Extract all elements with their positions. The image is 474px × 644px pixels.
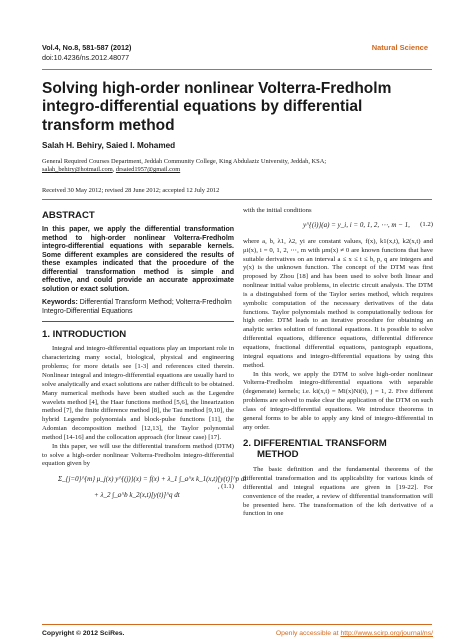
equation-1-1-number: , (1.1) — [217, 483, 234, 491]
keywords-rule — [42, 321, 234, 322]
authors: Salah H. Behiry, Saied I. Mohamed — [42, 141, 176, 150]
equation-1-1-line-1: Σ_{j=0}^{m} μ_j(x) y^{(j)}(x) = f(x) + λ_1 ∫_a^x k_1(x,t)[y(t)]^p dt — [58, 475, 247, 484]
equation-1-2 — [243, 221, 433, 233]
keywords-label: Keywords: — [42, 299, 78, 307]
section-2-paragraph: The basic definition and the fundamental theorems of the differential transformation and its applicability for various kinds of differential and integral equations are given in [19-22]. For convenience of the reader, a review of differential transformation will be presented here. The transformation of the kth derivative of a function in one — [243, 466, 433, 518]
right-paragraph-1: where a, b, λ1, λ2, yi are constant values, f(x), k1(x,t), k2(x,t) and μi(x), i = 0, 1, 2, ⋯, m with μm(x) ≠ 0 are known functions that have suitable derivatives on an interval a ≤ x ≤ t ≤ b, p, q are integers and y(x) is the unknown function. The concept of the DTM was first proposed by Zhou [18] and has been used to solve both linear and nonlinear initial value problems, in electric circuit analysis. The DTM is a distinguished form of the Taylor series method, which requires symbolic computation of the necessary derivatives of the data functions. Taylor polynomials method is computationally tedious for high order. DTM leads to an iterative procedure for obtaining an analytic series solution of functional equations. It is possible to solve differential equations, difference equations, differential difference equations, fractional differential equations, pantograph equations, integral equations and integro-differential equations by using this method. — [243, 237, 433, 369]
email-link-1[interactable]: salah_behiry@hotmail.com — [42, 166, 113, 174]
initial-conditions-text: with the initial conditions — [243, 207, 312, 214]
keywords — [42, 299, 234, 316]
section-2-heading-line-1: 2. DIFFERENTIAL TRANSFORM — [243, 438, 387, 450]
email-link-2[interactable]: drsaied1957@gmail.com — [115, 166, 181, 174]
footer-access-label: Openly accessible at — [275, 630, 341, 637]
journal-name: Natural Science — [371, 43, 428, 52]
footer-access — [276, 630, 433, 637]
received-dates: Received 30 May 2012; revised 28 June 2012; accepted 12 July 2012 — [42, 187, 220, 194]
abstract-heading: ABSTRACT — [42, 210, 95, 221]
equation-1-2-math: y^{(i)}(a) = y_i, i = 0, 1, 2, ⋯, m − 1, — [303, 220, 410, 229]
affiliation — [42, 158, 437, 175]
footer-rule — [42, 624, 432, 625]
header-rule — [42, 69, 432, 70]
affiliation-rule — [42, 199, 432, 200]
introduction-heading: 1. INTRODUCTION — [42, 329, 127, 341]
equation-1-2-number: (1.2) — [420, 220, 433, 228]
right-paragraph-2: In this work, we apply the DTM to solve high-order nonlinear Volterra-Fredholm integro-differential equations with separable (degenerate) kernels; i.e. ki(x,t) = Mi(x)Ni(t), j = 1, 2. Five different problems are solved to make clear the application of the DTM on such class of integro-differential equations. We introduce theorems in general forms to be able to apply any kind of integro-differential in any order. — [243, 370, 433, 431]
email-separator: , — [112, 166, 115, 174]
header-meta — [42, 43, 131, 62]
abstract-body: In this paper, we apply the differential transformation method to high-order nonlinear Volterra-Fredholm integro-differential equations with separable kernels. Some different examples are considered the results of these examples indicated that the procedure of the differential transformation method is simple and effective, and could provide an accurate approximate solution or exact solution. — [42, 226, 234, 293]
affiliation-line: General Required Courses Department, Jeddah Community College, King Abdulaziz University, Jeddah, KSA; — [42, 158, 327, 165]
journal-url-link[interactable]: http://www.scirp.org/journal/ns/ — [340, 630, 433, 637]
section-2-heading — [243, 439, 433, 460]
equation-1-1-line-2: + λ_2 ∫_a^b k_2(x,t)[y(t)]^q dt — [94, 491, 180, 500]
section-2-heading-line-2: METHOD — [257, 448, 299, 460]
left-column — [42, 203, 247, 509]
paper-title: Solving high-order nonlinear Volterra-Fredholm integro-differential equations by differential transform method — [42, 80, 392, 134]
volume-info: Vol.4, No.8, 581-587 (2012) — [42, 43, 132, 52]
doi: doi:10.4236/ns.2012.48077 — [42, 52, 130, 62]
intro-paragraph-2: In this paper, we will use the differential transform method (DTM) to solve a high-order nonlinear Volterra-Fredholm integro-differential equation given by — [42, 442, 234, 468]
intro-paragraph-1: Integral and integro-differential equations play an important role in characterizing many social, biological, physical and engineering problems; for more details see [1-3] and references cited therein. Nonlinear integral and integro-differential equations are usually hard to solve analytically and exact solutions are rather difficult to be obtained. Many numerical methods have been studied such as the Legendre wavelets method [4], the Haar functions method [5,6], the linearization method [7], the finite difference method [8], the Tau method [9,10], the hybrid Legendre polynomials and block-pulse functions [11], the Adomian decomposition method [12,13], the Taylor polynomial method [14-16] and the collocation approach (for linear case) [17]. — [42, 345, 234, 441]
equation-1-1 — [42, 471, 247, 505]
keywords-text: Differential Transform Method; Volterra-Fredholm Integro-Differential Equations — [42, 299, 232, 315]
copyright: Copyright © 2012 SciRes. — [42, 630, 125, 637]
right-column — [243, 207, 433, 519]
